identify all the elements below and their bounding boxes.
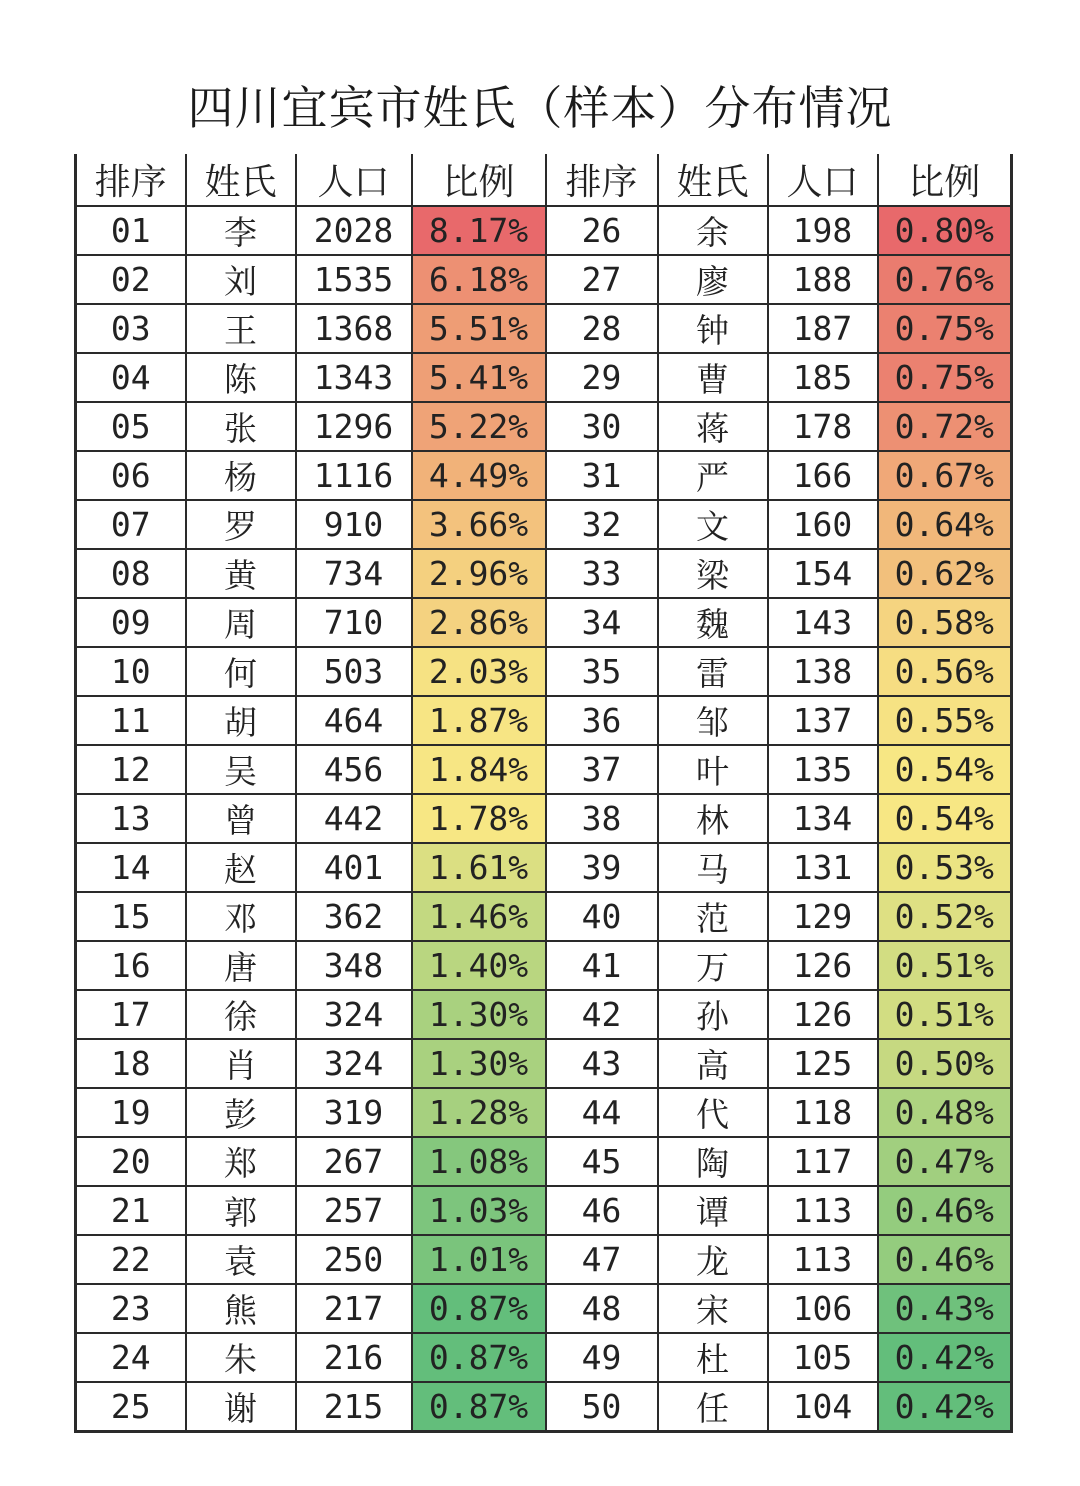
header-row xyxy=(76,154,1012,206)
right-pct-cell: 0.46% xyxy=(878,1235,1012,1284)
right-name-cell: 余 xyxy=(658,206,768,255)
left-name-cell: 王 xyxy=(186,304,296,353)
right-rank-cell: 32 xyxy=(546,500,658,549)
left-pct-cell: 1.01% xyxy=(412,1235,546,1284)
right-name-cell: 邹 xyxy=(658,696,768,745)
left-pct-cell: 1.30% xyxy=(412,990,546,1039)
left-rank-cell: 03 xyxy=(76,304,186,353)
right-rank-cell: 26 xyxy=(546,206,658,255)
header-ratio-right: 比例 xyxy=(878,154,1012,206)
right-rank-cell: 45 xyxy=(546,1137,658,1186)
left-name-cell: 徐 xyxy=(186,990,296,1039)
left-pct-cell: 1.30% xyxy=(412,1039,546,1088)
right-name-cell: 廖 xyxy=(658,255,768,304)
right-pop-cell: 104 xyxy=(768,1382,878,1432)
right-pop-cell: 113 xyxy=(768,1186,878,1235)
left-pop-cell: 1343 xyxy=(296,353,412,402)
right-pop-cell: 143 xyxy=(768,598,878,647)
table-row xyxy=(76,206,1012,255)
table-row xyxy=(76,1039,1012,1088)
left-rank-cell: 19 xyxy=(76,1088,186,1137)
right-pop-cell: 185 xyxy=(768,353,878,402)
left-name-cell: 袁 xyxy=(186,1235,296,1284)
right-rank-cell: 37 xyxy=(546,745,658,794)
left-name-cell: 郑 xyxy=(186,1137,296,1186)
left-rank-cell: 08 xyxy=(76,549,186,598)
right-name-cell: 陶 xyxy=(658,1137,768,1186)
left-pct-cell: 1.28% xyxy=(412,1088,546,1137)
right-pct-cell: 0.62% xyxy=(878,549,1012,598)
table-row xyxy=(76,794,1012,843)
right-name-cell: 谭 xyxy=(658,1186,768,1235)
table-row xyxy=(76,843,1012,892)
right-pop-cell: 135 xyxy=(768,745,878,794)
right-pct-cell: 0.42% xyxy=(878,1382,1012,1432)
header-ratio-left: 比例 xyxy=(412,154,546,206)
left-rank-cell: 17 xyxy=(76,990,186,1039)
left-name-cell: 郭 xyxy=(186,1186,296,1235)
left-name-cell: 肖 xyxy=(186,1039,296,1088)
right-rank-cell: 50 xyxy=(546,1382,658,1432)
left-pct-cell: 1.08% xyxy=(412,1137,546,1186)
right-name-cell: 范 xyxy=(658,892,768,941)
table-row xyxy=(76,402,1012,451)
right-pct-cell: 0.48% xyxy=(878,1088,1012,1137)
page-title: 四川宜宾市姓氏（样本）分布情况 xyxy=(187,81,893,135)
right-pct-cell: 0.50% xyxy=(878,1039,1012,1088)
right-rank-cell: 46 xyxy=(546,1186,658,1235)
left-pct-cell: 5.51% xyxy=(412,304,546,353)
left-pop-cell: 324 xyxy=(296,990,412,1039)
right-pop-cell: 160 xyxy=(768,500,878,549)
header-surname-left: 姓氏 xyxy=(186,154,296,206)
table-row xyxy=(76,549,1012,598)
left-pop-cell: 456 xyxy=(296,745,412,794)
table-row xyxy=(76,745,1012,794)
left-pct-cell: 8.17% xyxy=(412,206,546,255)
table-row xyxy=(76,696,1012,745)
table-row xyxy=(76,304,1012,353)
left-pop-cell: 267 xyxy=(296,1137,412,1186)
right-pop-cell: 166 xyxy=(768,451,878,500)
left-pop-cell: 734 xyxy=(296,549,412,598)
left-name-cell: 曾 xyxy=(186,794,296,843)
left-rank-cell: 20 xyxy=(76,1137,186,1186)
left-pop-cell: 324 xyxy=(296,1039,412,1088)
right-rank-cell: 49 xyxy=(546,1333,658,1382)
right-name-cell: 宋 xyxy=(658,1284,768,1333)
left-rank-cell: 12 xyxy=(76,745,186,794)
left-name-cell: 熊 xyxy=(186,1284,296,1333)
left-pop-cell: 503 xyxy=(296,647,412,696)
right-name-cell: 曹 xyxy=(658,353,768,402)
left-pop-cell: 257 xyxy=(296,1186,412,1235)
left-pct-cell: 3.66% xyxy=(412,500,546,549)
left-name-cell: 谢 xyxy=(186,1382,296,1432)
left-rank-cell: 22 xyxy=(76,1235,186,1284)
left-name-cell: 邓 xyxy=(186,892,296,941)
left-pop-cell: 1368 xyxy=(296,304,412,353)
table-row xyxy=(76,255,1012,304)
right-pct-cell: 0.67% xyxy=(878,451,1012,500)
right-rank-cell: 44 xyxy=(546,1088,658,1137)
right-name-cell: 钟 xyxy=(658,304,768,353)
left-pop-cell: 442 xyxy=(296,794,412,843)
right-pct-cell: 0.64% xyxy=(878,500,1012,549)
left-pct-cell: 1.87% xyxy=(412,696,546,745)
table-row xyxy=(76,990,1012,1039)
right-name-cell: 高 xyxy=(658,1039,768,1088)
left-name-cell: 黄 xyxy=(186,549,296,598)
left-name-cell: 李 xyxy=(186,206,296,255)
left-name-cell: 杨 xyxy=(186,451,296,500)
right-pct-cell: 0.52% xyxy=(878,892,1012,941)
right-rank-cell: 30 xyxy=(546,402,658,451)
right-rank-cell: 40 xyxy=(546,892,658,941)
right-pop-cell: 113 xyxy=(768,1235,878,1284)
left-rank-cell: 24 xyxy=(76,1333,186,1382)
right-name-cell: 叶 xyxy=(658,745,768,794)
right-pct-cell: 0.43% xyxy=(878,1284,1012,1333)
header-population-right: 人口 xyxy=(768,154,878,206)
header-rank-right: 排序 xyxy=(546,154,658,206)
left-pct-cell: 0.87% xyxy=(412,1333,546,1382)
right-name-cell: 马 xyxy=(658,843,768,892)
table-row xyxy=(76,598,1012,647)
right-pop-cell: 105 xyxy=(768,1333,878,1382)
table-row xyxy=(76,451,1012,500)
right-pop-cell: 126 xyxy=(768,941,878,990)
table-row xyxy=(76,1284,1012,1333)
left-name-cell: 张 xyxy=(186,402,296,451)
right-pop-cell: 117 xyxy=(768,1137,878,1186)
table-row xyxy=(76,647,1012,696)
left-pct-cell: 1.46% xyxy=(412,892,546,941)
right-pct-cell: 0.46% xyxy=(878,1186,1012,1235)
left-rank-cell: 15 xyxy=(76,892,186,941)
right-pop-cell: 187 xyxy=(768,304,878,353)
left-pop-cell: 250 xyxy=(296,1235,412,1284)
left-pct-cell: 4.49% xyxy=(412,451,546,500)
right-name-cell: 严 xyxy=(658,451,768,500)
right-pop-cell: 134 xyxy=(768,794,878,843)
table-row xyxy=(76,941,1012,990)
left-rank-cell: 02 xyxy=(76,255,186,304)
left-rank-cell: 01 xyxy=(76,206,186,255)
right-name-cell: 万 xyxy=(658,941,768,990)
left-rank-cell: 09 xyxy=(76,598,186,647)
right-rank-cell: 39 xyxy=(546,843,658,892)
left-pop-cell: 215 xyxy=(296,1382,412,1432)
left-pct-cell: 2.86% xyxy=(412,598,546,647)
left-pct-cell: 1.84% xyxy=(412,745,546,794)
left-rank-cell: 07 xyxy=(76,500,186,549)
right-pct-cell: 0.47% xyxy=(878,1137,1012,1186)
header-population-left: 人口 xyxy=(296,154,412,206)
table-row xyxy=(76,353,1012,402)
right-pop-cell: 126 xyxy=(768,990,878,1039)
left-pop-cell: 319 xyxy=(296,1088,412,1137)
left-pop-cell: 710 xyxy=(296,598,412,647)
table-row xyxy=(76,1088,1012,1137)
right-name-cell: 龙 xyxy=(658,1235,768,1284)
right-name-cell: 雷 xyxy=(658,647,768,696)
left-pct-cell: 2.96% xyxy=(412,549,546,598)
right-pop-cell: 137 xyxy=(768,696,878,745)
left-pct-cell: 0.87% xyxy=(412,1284,546,1333)
table-row xyxy=(76,1333,1012,1382)
right-pct-cell: 0.56% xyxy=(878,647,1012,696)
left-name-cell: 朱 xyxy=(186,1333,296,1382)
right-rank-cell: 47 xyxy=(546,1235,658,1284)
left-pct-cell: 2.03% xyxy=(412,647,546,696)
left-pct-cell: 6.18% xyxy=(412,255,546,304)
right-pct-cell: 0.54% xyxy=(878,794,1012,843)
left-name-cell: 吴 xyxy=(186,745,296,794)
right-rank-cell: 35 xyxy=(546,647,658,696)
right-rank-cell: 41 xyxy=(546,941,658,990)
left-pct-cell: 1.40% xyxy=(412,941,546,990)
right-pop-cell: 178 xyxy=(768,402,878,451)
right-pct-cell: 0.80% xyxy=(878,206,1012,255)
right-pop-cell: 129 xyxy=(768,892,878,941)
left-name-cell: 陈 xyxy=(186,353,296,402)
left-rank-cell: 06 xyxy=(76,451,186,500)
left-pct-cell: 0.87% xyxy=(412,1382,546,1432)
left-pct-cell: 1.78% xyxy=(412,794,546,843)
left-rank-cell: 04 xyxy=(76,353,186,402)
left-pop-cell: 401 xyxy=(296,843,412,892)
right-rank-cell: 38 xyxy=(546,794,658,843)
right-name-cell: 代 xyxy=(658,1088,768,1137)
left-pct-cell: 1.61% xyxy=(412,843,546,892)
left-rank-cell: 18 xyxy=(76,1039,186,1088)
right-pct-cell: 0.51% xyxy=(878,941,1012,990)
right-pop-cell: 118 xyxy=(768,1088,878,1137)
table-row xyxy=(76,500,1012,549)
table-row xyxy=(76,1186,1012,1235)
left-rank-cell: 16 xyxy=(76,941,186,990)
left-pop-cell: 217 xyxy=(296,1284,412,1333)
right-name-cell: 文 xyxy=(658,500,768,549)
left-name-cell: 胡 xyxy=(186,696,296,745)
left-rank-cell: 25 xyxy=(76,1382,186,1432)
right-pct-cell: 0.51% xyxy=(878,990,1012,1039)
left-pop-cell: 910 xyxy=(296,500,412,549)
right-pct-cell: 0.54% xyxy=(878,745,1012,794)
left-pop-cell: 216 xyxy=(296,1333,412,1382)
right-pct-cell: 0.55% xyxy=(878,696,1012,745)
surname-table xyxy=(74,154,1013,1433)
right-rank-cell: 27 xyxy=(546,255,658,304)
right-rank-cell: 48 xyxy=(546,1284,658,1333)
right-pct-cell: 0.58% xyxy=(878,598,1012,647)
right-name-cell: 杜 xyxy=(658,1333,768,1382)
table-row xyxy=(76,1137,1012,1186)
right-pct-cell: 0.53% xyxy=(878,843,1012,892)
left-pop-cell: 348 xyxy=(296,941,412,990)
right-pop-cell: 138 xyxy=(768,647,878,696)
right-rank-cell: 31 xyxy=(546,451,658,500)
left-pct-cell: 5.22% xyxy=(412,402,546,451)
left-name-cell: 罗 xyxy=(186,500,296,549)
right-pop-cell: 198 xyxy=(768,206,878,255)
left-pop-cell: 464 xyxy=(296,696,412,745)
left-pop-cell: 1535 xyxy=(296,255,412,304)
right-pct-cell: 0.75% xyxy=(878,304,1012,353)
right-name-cell: 林 xyxy=(658,794,768,843)
right-rank-cell: 34 xyxy=(546,598,658,647)
table-body xyxy=(76,206,1012,1432)
left-name-cell: 周 xyxy=(186,598,296,647)
table-row xyxy=(76,892,1012,941)
left-name-cell: 何 xyxy=(186,647,296,696)
right-rank-cell: 42 xyxy=(546,990,658,1039)
right-name-cell: 魏 xyxy=(658,598,768,647)
right-pct-cell: 0.72% xyxy=(878,402,1012,451)
right-pct-cell: 0.42% xyxy=(878,1333,1012,1382)
right-pop-cell: 106 xyxy=(768,1284,878,1333)
right-pop-cell: 131 xyxy=(768,843,878,892)
left-pop-cell: 1116 xyxy=(296,451,412,500)
left-pop-cell: 2028 xyxy=(296,206,412,255)
left-name-cell: 唐 xyxy=(186,941,296,990)
right-pop-cell: 125 xyxy=(768,1039,878,1088)
left-rank-cell: 10 xyxy=(76,647,186,696)
right-pct-cell: 0.76% xyxy=(878,255,1012,304)
header-rank-left: 排序 xyxy=(76,154,186,206)
right-pop-cell: 154 xyxy=(768,549,878,598)
left-pct-cell: 5.41% xyxy=(412,353,546,402)
left-pop-cell: 362 xyxy=(296,892,412,941)
left-name-cell: 刘 xyxy=(186,255,296,304)
right-pct-cell: 0.75% xyxy=(878,353,1012,402)
right-rank-cell: 28 xyxy=(546,304,658,353)
table-row xyxy=(76,1382,1012,1432)
right-rank-cell: 36 xyxy=(546,696,658,745)
left-rank-cell: 05 xyxy=(76,402,186,451)
left-pop-cell: 1296 xyxy=(296,402,412,451)
left-rank-cell: 11 xyxy=(76,696,186,745)
header-surname-right: 姓氏 xyxy=(658,154,768,206)
right-rank-cell: 43 xyxy=(546,1039,658,1088)
left-name-cell: 彭 xyxy=(186,1088,296,1137)
left-rank-cell: 23 xyxy=(76,1284,186,1333)
left-rank-cell: 21 xyxy=(76,1186,186,1235)
left-rank-cell: 13 xyxy=(76,794,186,843)
left-pct-cell: 1.03% xyxy=(412,1186,546,1235)
right-pop-cell: 188 xyxy=(768,255,878,304)
left-name-cell: 赵 xyxy=(186,843,296,892)
right-rank-cell: 33 xyxy=(546,549,658,598)
table-row xyxy=(76,1235,1012,1284)
right-name-cell: 任 xyxy=(658,1382,768,1432)
right-name-cell: 梁 xyxy=(658,549,768,598)
left-rank-cell: 14 xyxy=(76,843,186,892)
right-rank-cell: 29 xyxy=(546,353,658,402)
right-name-cell: 孙 xyxy=(658,990,768,1039)
right-name-cell: 蒋 xyxy=(658,402,768,451)
